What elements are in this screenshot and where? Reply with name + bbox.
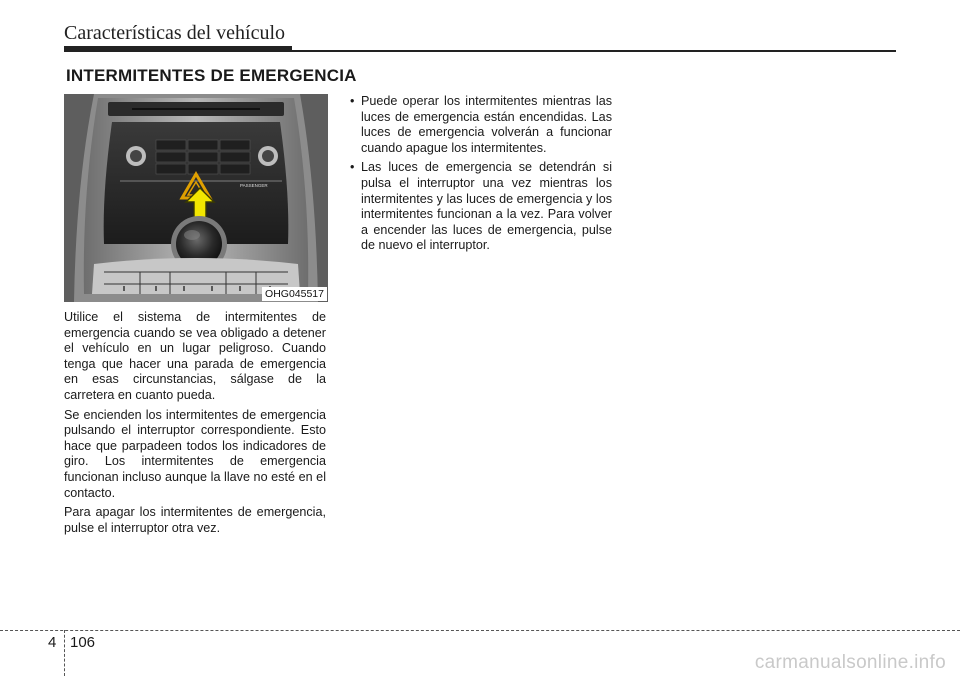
footer-rule: [0, 630, 960, 631]
bullet-icon: •: [350, 160, 355, 175]
footer-divider: [64, 630, 65, 676]
left-column-text: [64, 310, 326, 540]
watermark: carmanualsonline.info: [754, 652, 946, 673]
right-column-text: [350, 94, 612, 258]
dashboard-figure: [64, 94, 328, 302]
section-title: INTERMITENTES DE EMERGENCIA: [66, 66, 357, 85]
header-rule: [64, 50, 896, 52]
list-item: [350, 160, 612, 254]
list-item-text: Puede operar los intermitentes mientras las luces de emergencia están encendidas. Las luces de emergencia volverán a funcionar cuando apague los intermitentes.: [361, 94, 612, 155]
chapter-title: Características del vehículo: [64, 22, 286, 44]
paragraph: Se encienden los intermitentes de emergencia pulsando el interruptor correspondiente. Esto hace que parpadeen todos los indicadores de giro. Los intermitentes de emergencia funcionan incluso aunque la llave no esté en el contacto.: [64, 407, 326, 500]
bullet-list: [350, 94, 612, 254]
list-item: [350, 94, 612, 156]
passenger-label: PASSENGER: [240, 183, 268, 188]
paragraph: Para apagar los intermitentes de emergencia, pulse el interruptor otra vez.: [64, 505, 326, 535]
preset-buttons: [156, 140, 250, 174]
footer-chapter-number: 4: [48, 634, 57, 651]
list-item-text: Las luces de emergencia se detendrán si pulsa el interruptor una vez mientras los intermitentes y las luces de emergencia y los intermitentes funcionan a la vez. Para volver a encender las luces de emergencia, pulse de nuevo el interruptor.: [361, 160, 612, 253]
paragraph: Utilice el sistema de intermitentes de emergencia cuando se vea obligado a detener el vehículo en un lugar peligroso. Cuando tenga que hacer una parada de emergencia en esas circunstancias, sálgase de la carretera en cuanto pueda.: [64, 310, 326, 402]
page-number: 106: [70, 634, 96, 651]
center-console-illustration: [64, 94, 328, 302]
bullet-icon: •: [350, 94, 355, 108]
cd-slot: [132, 108, 260, 110]
figure-code: OHG045517: [262, 287, 327, 301]
